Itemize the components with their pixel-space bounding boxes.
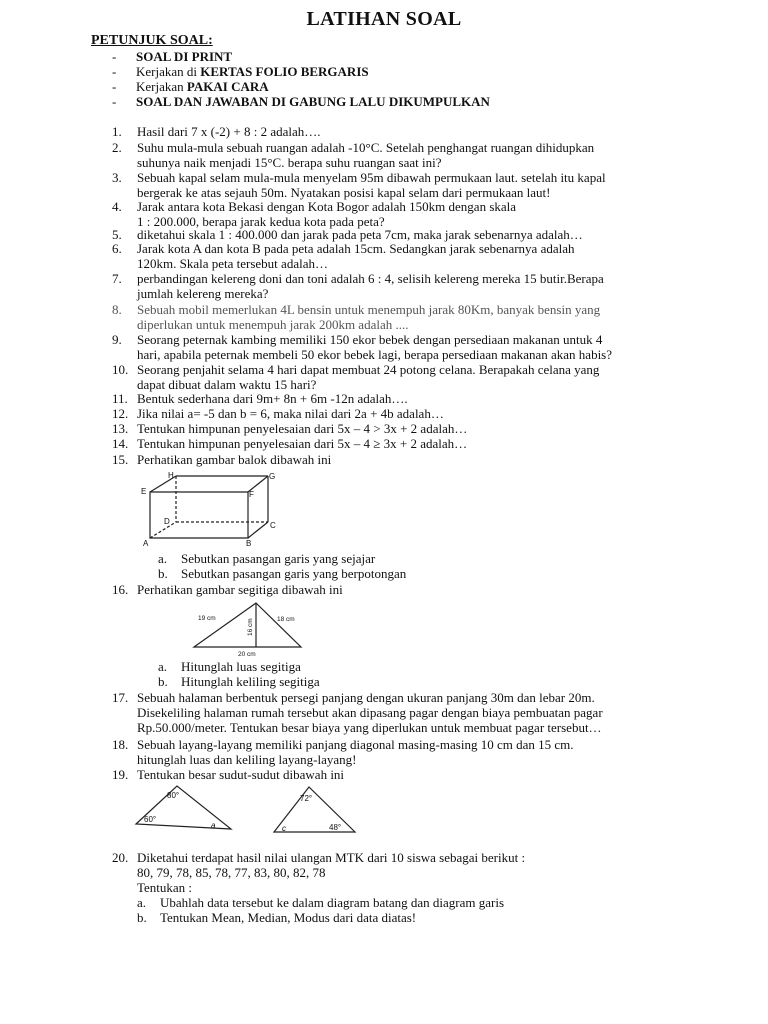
instructions-heading: PETUNJUK SOAL: bbox=[91, 33, 213, 48]
vertex-label-b: B bbox=[246, 539, 252, 548]
worksheet-page: LATIHAN SOAL PETUNJUK SOAL: - SOAL DI PRINT - Kerjakan di KERTAS FOLIO BERGARIS - Kerjakan PAKAI CARA - SOAL DAN JAWABAN DI GABUNG LALU DIKUMPULKAN 1. Hasil dari 7 x (-2) + 8 : 2 adalah…. 2. Suhu mula-mula sebuah ruangan adalah -10°C. Setelah penghangat ruangan dihidupkan suhunya naik menjadi 15°C. berapa suhu ruangan saat ini? 3. Sebuah kapal selam mula-mula menyelam 95m dibawah permukaan laut. setelah itu kapal bergerak ke atas sejauh 50m. Nyatakan posisi kapal selam dari permukaan laut! 4. Jarak antara kota Bekasi dengan Kota Bogor adalah 150km dengan skala 1 : 200.000, berapa jarak kedua kota pada peta? 5. diketahui skala 1 : 400.000 dan jarak pada peta 7cm, maka jarak sebenarnya adalah… 6. Jarak kota A dan kota B pada peta adalah 15cm. Sedangkan jarak sebenarnya adalah 120km. Skala peta tersebut adalah… 7. perbandingan kelereng doni dan toni adalah 6 : 4, selisih kelereng mereka 15 butir.Berapa jumlah kelereng mereka? 8. Sebuah mobil memerlukan 4L bensin untuk menempuh jarak 80Km, banyak bensin yang diperlukan untuk menempuh jarak 200km adalah .... 9. Seorang peternak kambing memiliki 150 ekor bebek dengan persediaan makanan untuk 4 hari, apabila peternak membeli 50 ekor bebek lagi, berapa persediaan makanan akan habis? 10. Seorang penjahit selama 4 hari dapat membuat 24 potong celana. Berapakah celana yang dapat dibuat dalam waktu 15 hari? 11. Bentuk sederhana dari 9m+ 8n + 6m -12n adalah…. 12. Jika nilai a= -5 dan b = 6, maka nilai dari 2a + 4b adalah… 13. Tentukan himpunan penyelesaian dari 5x – 4 > 3x + 2 adalah… 14. Tentukan himpunan penyelesaian dari 5x – 4 ≥ 3x + 2 adalah… 15. Perhatikan gambar balok dibawah ini A B C D E F G H a. Sebutkan pasangan garis yang sejajar b. Sebutkan pasangan garis yang berpotongan 16. Perhatikan gambar segitiga dibawah ini 19 cm 18 cm 16 cm 20 cm a. Hitunglah luas segitiga b. Hitunglah keliling segitiga 17. Sebuah halaman berbentuk persegi panjang dengan ukuran panjang 30m dan lebar 20m. Disekeliling halaman rumah tersebut akan dipasang pagar dengan biaya pembuatan pagar Rp.50.000/meter. Tentukan besar biaya yang diperlukan untuk membuat pagar tersebut… 18. Sebuah layang-layang memiliki panjang diagonal masing-masing 10 cm dan 15 cm. hitunglah luas dan keliling layang-layang! 19. Tentukan besar sudut-sudut dibawah ini 80° 60° a 72° c 48° 20. Diketahui terdapat hasil nilai ulangan MTK dari 10 siswa sebagai berikut : 80, 79, 78, 85, 78, 77, 83, 80, 82, 78 Tentukan : a. Ubahlah data tersebut ke dalam diagram batang dan diagram garis b. Tentukan Mean, Median, Modus dari data diatas! bbox=[0, 0, 768, 1024]
instruction-item: - SOAL DI PRINT bbox=[112, 49, 233, 64]
vertex-label-c: C bbox=[270, 521, 276, 530]
angle-top-a: 80° bbox=[167, 791, 180, 800]
instruction-item: - Kerjakan PAKAI CARA bbox=[112, 79, 269, 94]
instruction-item: - Kerjakan di KERTAS FOLIO BERGARIS bbox=[112, 64, 369, 79]
angle-left-b: c bbox=[282, 824, 286, 833]
cuboid-front-face bbox=[150, 492, 248, 538]
vertex-label-f: F bbox=[249, 490, 254, 499]
page-title: LATIHAN SOAL bbox=[306, 8, 462, 30]
instructions-list bbox=[112, 49, 490, 109]
angle-left-a: 60° bbox=[144, 815, 157, 824]
triangle-figure-19a bbox=[133, 782, 235, 834]
vertex-label-a: A bbox=[143, 539, 149, 548]
vertex-label-h: H bbox=[168, 471, 174, 480]
instruction-item: - SOAL DAN JAWABAN DI GABUNG LALU DIKUMPULKAN bbox=[112, 94, 490, 109]
vertex-label-e: E bbox=[141, 487, 147, 496]
label-height: 16 cm bbox=[247, 618, 254, 636]
angle-top-b: 72° bbox=[300, 794, 313, 803]
cuboid-figure bbox=[138, 470, 288, 548]
vertex-label-d: D bbox=[164, 517, 170, 526]
vertex-label-g: G bbox=[269, 472, 276, 481]
angle-right-b: 48° bbox=[329, 823, 342, 832]
triangle-figure-16 bbox=[190, 600, 310, 660]
triangle-figure-19b bbox=[271, 784, 361, 836]
angle-right-a: a bbox=[211, 821, 216, 830]
label-base: 20 cm bbox=[238, 651, 256, 658]
label-right-side: 18 cm bbox=[277, 616, 295, 623]
label-left-side: 19 cm bbox=[198, 615, 216, 622]
